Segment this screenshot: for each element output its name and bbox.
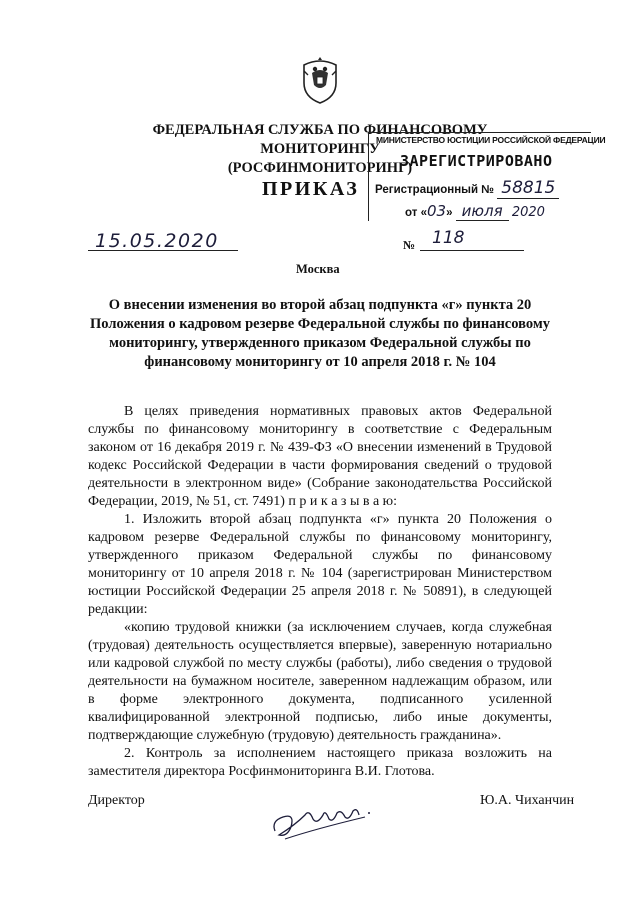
order-number: 118 [432,228,465,248]
signatory-name: Ю.А. Чиханчин [480,793,575,808]
stamp-ministry: МИНИСТЕРСТВО ЮСТИЦИИ РОССИЙСКОЙ ФЕДЕРАЦИИ [376,135,606,145]
document-type: ПРИКАЗ [262,178,360,200]
order-title: О внесении изменения во второй абзац подпункта «г» пункта 20 Положения о кадровом резерве Федеральной службы по финансовому мониторингу, утвержденного приказом Федеральной службы по финансовому мониторингу от 10 апреля 2018 г. № 104 [90,297,550,370]
paragraph-item-2: 2. Контроль за исполнением настоящего приказа возложить на заместителя директора Росфинмониторинга В.И. Глотова. [88,746,552,779]
signatory-position: Директор [88,793,145,808]
agency-line-1: ФЕДЕРАЛЬНАЯ СЛУЖБА ПО ФИНАНСОВОМУ МОНИТОРИНГУ [152,122,488,157]
order-number-label: № [403,238,416,252]
paragraph-preamble: В целях приведения нормативных правовых актов Федеральной службы по финансовому мониторингу в соответствие с Федеральным законом от 16 декабря 2019 г. № 439-ФЗ «О внесении изменений в Трудовой кодекс Российской Федерации в части формирования сведений о трудовой деятельности в электронном виде» (Собрание законодательства Российской Федерации, 2019, № 51, ст. 7491) п р и к а з ы в а ю: [88,404,552,509]
city: Москва [296,262,340,276]
stamp-month: июля [456,202,509,221]
handwritten-signature [265,795,385,843]
order-body [88,403,552,781]
date-underline [88,250,238,251]
stamp-day: 03 [426,202,447,220]
stamp-date: от «03» июля 2020 [405,202,545,220]
stamp-reg-number-value: 58815 [497,178,559,199]
agency-line-2: (РОСФИНМОНИТОРИНГ) [227,160,413,176]
number-underline [420,250,524,251]
order-date: 15.05.2020 [95,230,219,252]
stamp-registration-number: Регистрационный № 58815 [375,178,559,198]
stamp-registered: ЗАРЕГИСТРИРОВАНО [400,152,553,170]
paragraph-item-1: 1. Изложить второй абзац подпункта «г» пункта 20 Положения о кадровом резерве Федеральной службы по финансовому мониторингу, утвержденного приказом Федеральной службы по финансовому мониторингу от 10 апреля 2018 г. № 104 (зарегистрирован Министерством юстиции Российской Федерации 25 апреля 2018 г. № 50891), в следующей редакции: [88,512,552,617]
coat-of-arms-emblem [298,55,342,105]
paragraph-quote: «копию трудовой книжки (за исключением случаев, когда служебная (трудовая) деятельность осуществляется впервые), заверенную нотариально или кадровой службой по месту службы (работы), либо сведения о трудовой деятельности на бумажном носителе, заверенном надлежащим образом, или в форме электронного документа, подписанного усиленной квалифицированной электронной подписью, либо иные документы, подтверждающие служебную (трудовую) деятельность гражданина». [88,620,552,743]
stamp-year: 2020 [511,205,545,220]
